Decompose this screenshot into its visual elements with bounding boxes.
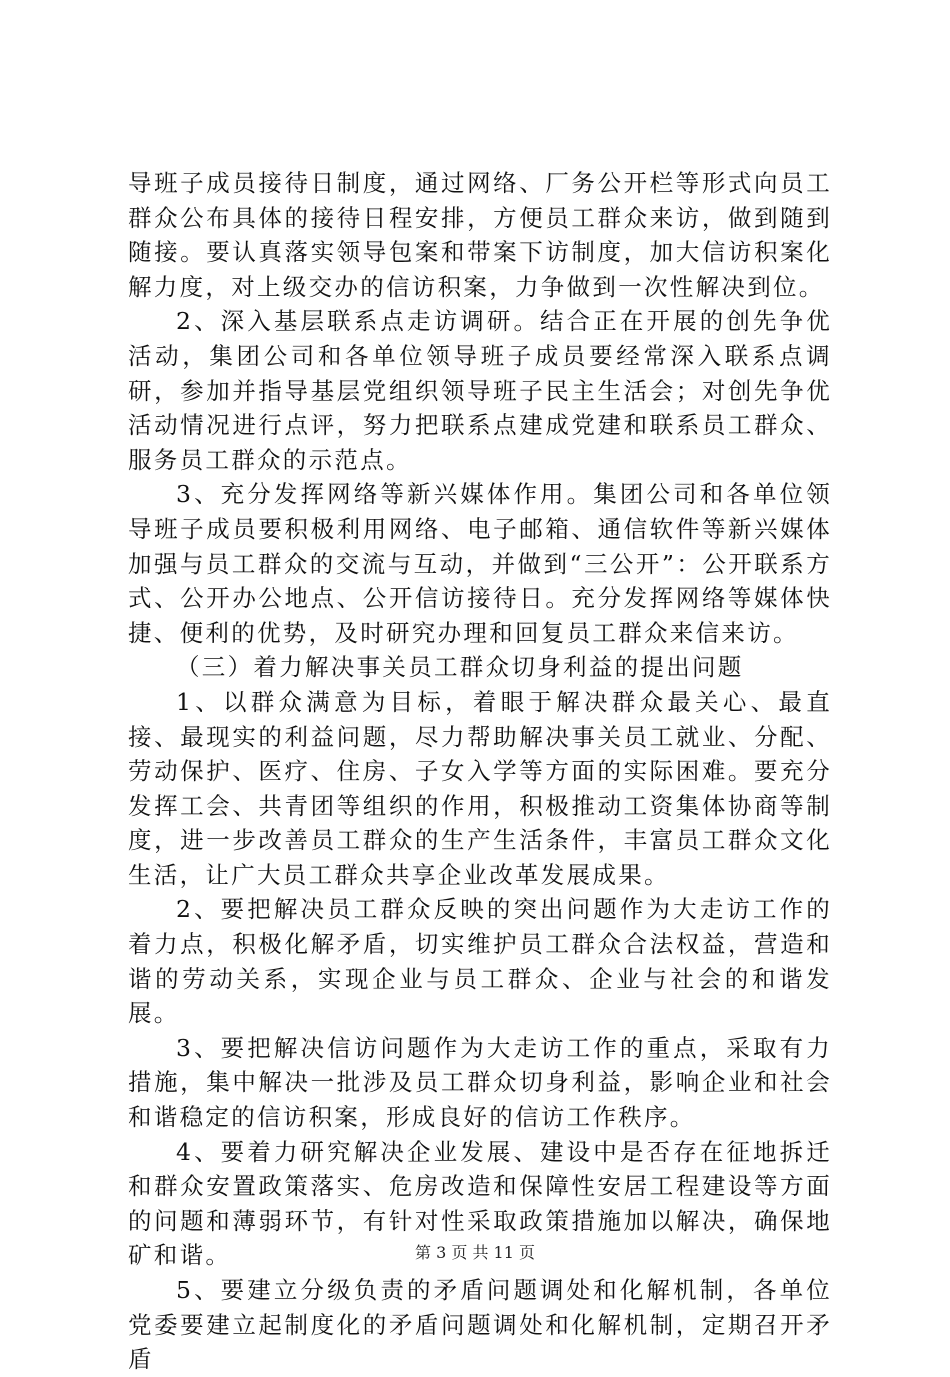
paragraph-6: 2、要把解决员工群众反映的突出问题作为大走访工作的着力点，积极化解矛盾，切实维护员工群众合法权益，营造和谐的劳动关系，实现企业与员工群众、企业与社会的和谐发展。	[128, 895, 832, 1028]
paragraph-9: 5、要建立分级负责的矛盾问题调处和化解机制，各单位党委要建立起制度化的矛盾问题调处和化解机制，定期召开矛盾	[128, 1276, 832, 1374]
paragraph-1: 导班子成员接待日制度，通过网络、厂务公开栏等形式向员工群众公布具体的接待日程安排，方便员工群众来访，做到随到随接。要认真落实领导包案和带案下访制度，加大信访积案化解力度，对上级交办的信访积案，力争做到一次性解决到位。	[128, 169, 832, 301]
paragraph-7: 3、要把解决信访问题作为大走访工作的重点，采取有力措施，集中解决一批涉及员工群众切身利益，影响企业和社会和谐稳定的信访积案，形成良好的信访工作秩序。	[128, 1033, 832, 1132]
section-heading: （三）着力解决事关员工群众切身利益的提出问题	[176, 653, 744, 682]
page-footer: 第 3 页 共 11 页	[415, 1243, 535, 1262]
paragraph-5: 1、以群众满意为目标，着眼于解决群众最关心、最直接、最现实的利益问题，尽力帮助解决事关员工就业、分配、劳动保护、医疗、住房、子女入学等方面的实际困难。要充分发挥工会、共青团等组织的作用，积极推动工资集体协商等制度，进一步改善员工群众的生产生活条件，丰富员工群众文化生活，让广大员工群众共享企业改革发展成果。	[128, 687, 832, 889]
paragraph-2: 2、深入基层联系点走访调研。结合正在开展的创先争优活动，集团公司和各单位领导班子成员要经常深入联系点调研，参加并指导基层党组织领导班子民主生活会；对创先争优活动情况进行点评，努力把联系点建成党建和联系员工群众、服务员工群众的示范点。	[128, 307, 832, 474]
paragraph-8: 4、要着力研究解决企业发展、建设中是否存在征地拆迁和群众安置政策落实、危房改造和保障性安居工程建设等方面的问题和薄弱环节，有针对性采取政策措施加以解决，确保地矿和谐。	[128, 1137, 832, 1270]
document-body	[128, 166, 832, 1377]
paragraph-3: 3、充分发挥网络等新兴媒体作用。集团公司和各单位领导班子成员要积极利用网络、电子邮箱、通信软件等新兴媒体加强与员工群众的交流与互动，并做到“三公开”：公开联系方式、公开办公地点、公开信访接待日。充分发挥网络等媒体快捷、便利的优势，及时研究办理和回复员工群众来信来访。	[128, 480, 832, 647]
